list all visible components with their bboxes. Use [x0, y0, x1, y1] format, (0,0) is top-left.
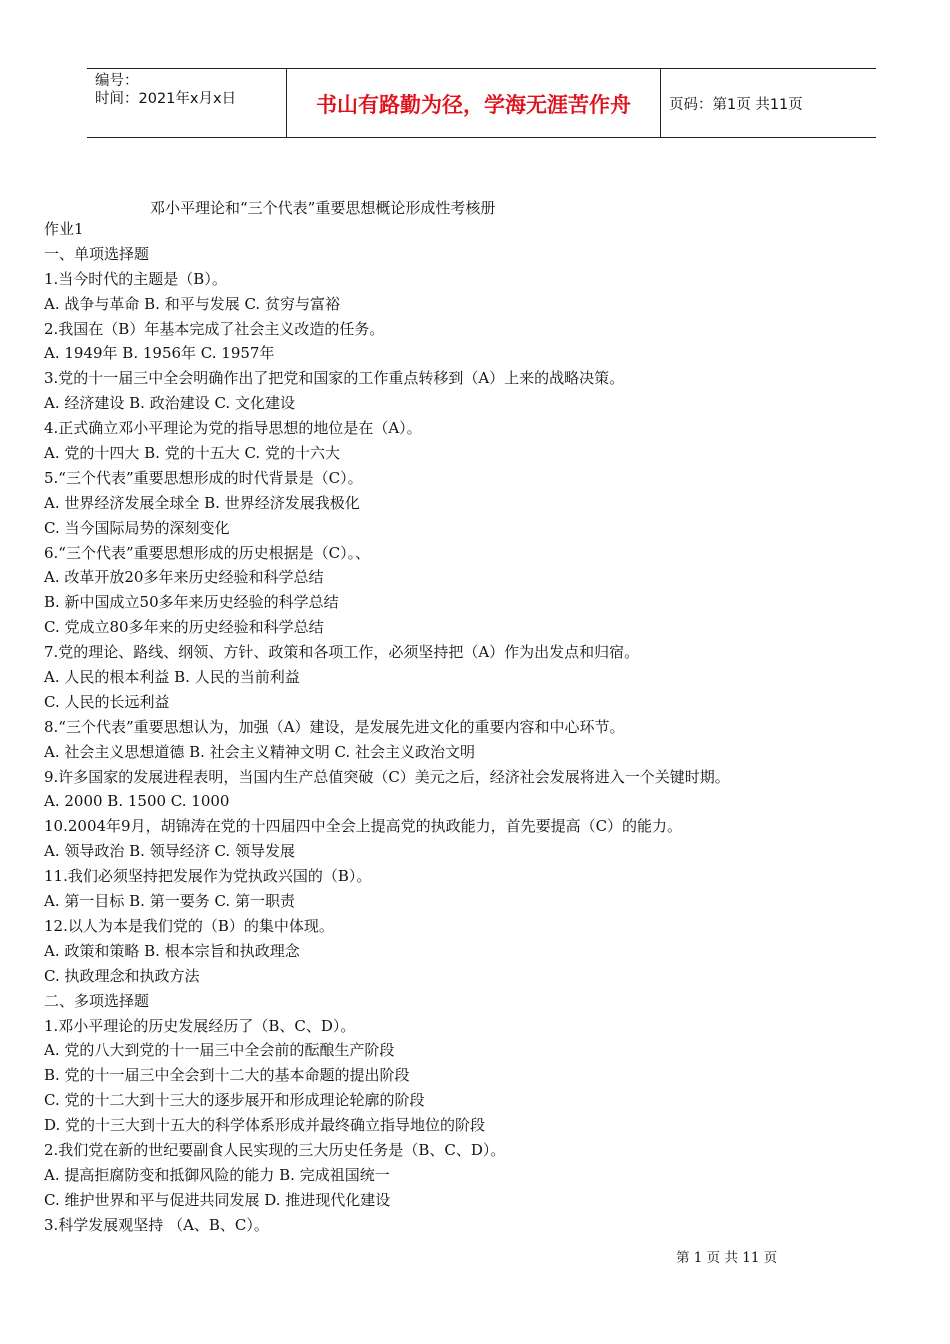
document-line: 8.“三个代表”重要思想认为，加强（A）建设，是发展先进文化的重要内容和中心环节。	[44, 717, 625, 736]
document-line: 11.我们必须坚持把发展作为党执政兴国的（B）。	[44, 867, 372, 886]
document-line: 作业1	[44, 220, 84, 238]
document-line: A. 战争与革命 B. 和平与发展 C. 贫穷与富裕	[44, 294, 340, 313]
time-label: 时间：2021年x月x日	[95, 91, 237, 107]
document-title: 邓小平理论和“三个代表”重要思想概论形成性考核册	[150, 199, 496, 217]
header-motto-cell	[287, 69, 661, 137]
document-line: C. 党成立80多年来的历史经验和科学总结	[44, 618, 324, 637]
document-line: C. 执政理念和执政方法	[44, 966, 200, 985]
document-body	[44, 217, 904, 1238]
document-line: A. 提高拒腐防变和抵御风险的能力 B. 完成祖国统一	[44, 1165, 390, 1184]
document-line: A. 政策和策略 B. 根本宗旨和执政理念	[44, 941, 300, 960]
document-line: A. 世界经济发展全球全 B. 世界经济发展我极化	[44, 493, 360, 512]
number-label: 编号：	[95, 73, 139, 89]
document-line: A. 1949年 B. 1956年 C. 1957年	[44, 344, 275, 363]
document-line: C. 人民的长远利益	[44, 692, 170, 711]
document-line: 一、单项选择题	[44, 244, 150, 263]
document-line: A. 领导政治 B. 领导经济 C. 领导发展	[44, 842, 295, 861]
header-meta	[87, 69, 287, 137]
document-line: 3.党的十一届三中全会明确作出了把党和国家的工作重点转移到（A）上来的战略决策。	[44, 369, 625, 388]
document-line: B. 党的十一届三中全会到十二大的基本命题的提出阶段	[44, 1066, 410, 1085]
document-line: D. 党的十三大到十五大的科学体系形成并最终确立指导地位的阶段	[44, 1116, 486, 1135]
document-line: 12.以人为本是我们党的（B）的集中体现。	[44, 916, 334, 935]
header-page-info	[661, 69, 876, 137]
document-line: 5.“三个代表”重要思想形成的时代背景是（C）。	[44, 468, 363, 487]
document-header	[87, 68, 876, 138]
document-line: A. 人民的根本利益 B. 人民的当前利益	[44, 668, 300, 687]
document-line: B. 新中国成立50多年来历史经验的科学总结	[44, 593, 339, 612]
motto-text: 书山有路勤为径，学海无涯苦作舟	[316, 93, 631, 117]
document-line: A. 改革开放20多年来历史经验和科学总结	[44, 568, 324, 587]
document-line: A. 2000 B. 1500 C. 1000	[44, 792, 230, 811]
page-info-text: 页码：第1页 共11页	[669, 96, 803, 113]
document-line: 4.正式确立邓小平理论为党的指导思想的地位是在（A）。	[44, 419, 422, 438]
document-line: 二、多项选择题	[44, 991, 150, 1010]
document-line: A. 社会主义思想道德 B. 社会主义精神文明 C. 社会主义政治文明	[44, 742, 475, 761]
document-line: C. 当今国际局势的深刻变化	[44, 518, 230, 537]
document-line: 1.邓小平理论的历史发展经历了（B、C、D）。	[44, 1016, 356, 1035]
document-line: 9.许多国家的发展进程表明，当国内生产总值突破（C）美元之后，经济社会发展将进入一个关键时期。	[44, 767, 730, 786]
document-line: A. 第一目标 B. 第一要务 C. 第一职责	[44, 892, 295, 911]
document-line: C. 党的十二大到十三大的逐步展开和形成理论轮廓的阶段	[44, 1091, 425, 1110]
document-line: 6.“三个代表”重要思想形成的历史根据是（C）。、	[44, 543, 371, 562]
document-line: A. 党的八大到党的十一届三中全会前的酝酿生产阶段	[44, 1041, 395, 1060]
document-line: 2.我国在（B）年基本完成了社会主义改造的任务。	[44, 319, 385, 338]
document-line: A. 党的十四大 B. 党的十五大 C. 党的十六大	[44, 444, 340, 463]
page-footer: 第 1 页 共 11 页	[676, 1250, 778, 1266]
document-line: 7.党的理论、路线、纲领、方针、政策和各项工作，必须坚持把（A）作为出发点和归宿。	[44, 643, 640, 662]
document-line: A. 经济建设 B. 政治建设 C. 文化建设	[44, 394, 295, 413]
document-line: C. 维护世界和平与促进共同发展 D. 推进现代化建设	[44, 1190, 391, 1209]
document-line: 3.科学发展观坚持 （A、B、C）。	[44, 1215, 269, 1234]
document-line: 2.我们党在新的世纪要副食人民实现的三大历史任务是（B、C、D）。	[44, 1140, 506, 1159]
document-line: 1.当今时代的主题是（B）。	[44, 269, 227, 288]
document-line: 10.2004年9月，胡锦涛在党的十四届四中全会上提高党的执政能力，首先要提高（C）的能力。	[44, 817, 683, 836]
